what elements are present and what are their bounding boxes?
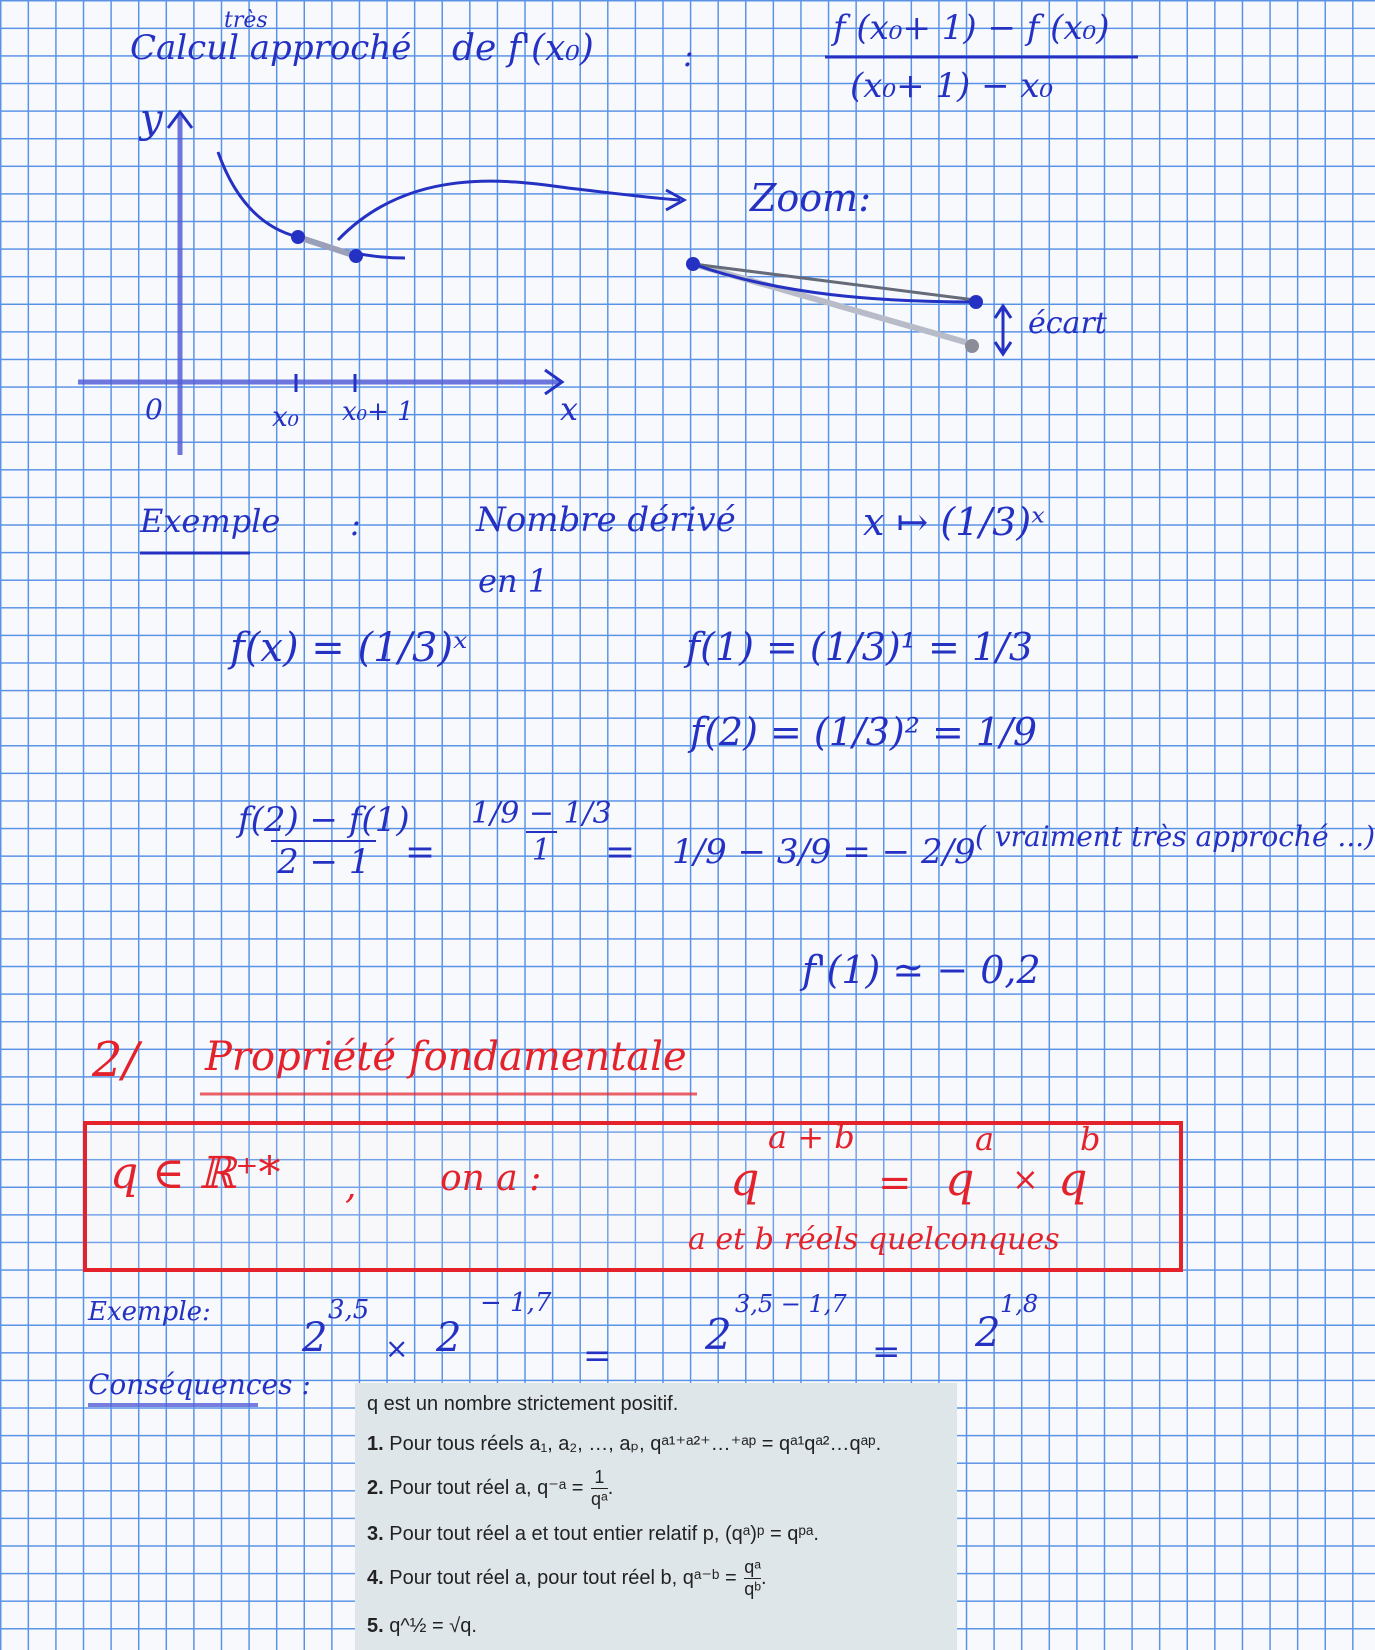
formula-lhs-base: q bbox=[730, 1152, 760, 1206]
printed-item-1 bbox=[367, 1431, 881, 1456]
example2-base-1: 2 bbox=[302, 1315, 328, 1361]
section-number: 2/ bbox=[92, 1032, 139, 1088]
property-domain: q ∈ ℝ⁺* bbox=[110, 1148, 281, 1199]
quotient-denominator: 2 − 1 bbox=[271, 840, 376, 882]
tick-x0-label: x₀ bbox=[272, 400, 300, 433]
point-x0 bbox=[291, 230, 305, 244]
header-fraction-denominator: (x₀+ 1) − x₀ bbox=[850, 66, 1054, 106]
item-4-fraction bbox=[744, 1557, 761, 1600]
item-4-text: Pour tout réel a, pour tout réel b, qᵃ⁻ᵇ = bbox=[389, 1566, 737, 1589]
example2-base-2: 2 bbox=[436, 1315, 462, 1361]
equals-2: = bbox=[605, 832, 636, 873]
example2-equals-2: = bbox=[872, 1332, 901, 1372]
example2-exp-3: 3,5 − 1,7 bbox=[735, 1290, 847, 1318]
f1-computation: f(1) = (1/3)¹ = 1/3 bbox=[686, 625, 1034, 669]
item-4-frac-num: qᵃ bbox=[744, 1557, 761, 1577]
example-en-1: en 1 bbox=[478, 562, 549, 600]
property-on-a: on a : bbox=[440, 1158, 542, 1199]
approx-comment: ( vraiment très approché ...) bbox=[975, 820, 1375, 853]
difference-quotient bbox=[232, 800, 416, 882]
item-4-end: . bbox=[761, 1566, 767, 1589]
ecart-label: écart bbox=[1028, 306, 1107, 341]
header-title: Calcul approché bbox=[130, 28, 412, 68]
printed-item-2 bbox=[367, 1467, 613, 1510]
formula-equals: = bbox=[878, 1160, 912, 1206]
property-note: a et b réels quelconques bbox=[688, 1222, 1060, 1257]
fx-definition: f(x) = (1/3)ˣ bbox=[230, 625, 468, 671]
item-2-frac-den: qᵃ bbox=[591, 1489, 608, 1509]
formula-rhs-exponent-b: b bbox=[1080, 1120, 1101, 1158]
example2-label: Exemple: bbox=[88, 1297, 211, 1327]
zoom-point-end bbox=[969, 295, 983, 309]
item-5-number: 5. bbox=[367, 1615, 384, 1637]
item-2-fraction bbox=[591, 1467, 608, 1510]
middle-numerator: 1/9 − 1/3 bbox=[471, 796, 612, 831]
printed-properties-box bbox=[355, 1383, 957, 1650]
tick-x1-label: x₀+ 1 bbox=[342, 397, 414, 427]
fraction-result: 1/9 − 3/9 = − 2/9 bbox=[672, 832, 976, 872]
example-label: Exemple bbox=[140, 502, 281, 540]
formula-times: × bbox=[1012, 1160, 1039, 1198]
printed-item-5 bbox=[367, 1615, 477, 1638]
zoom-point-secant bbox=[965, 339, 979, 353]
item-1-number: 1. bbox=[367, 1433, 384, 1455]
item-2-number: 2. bbox=[367, 1476, 384, 1499]
section-title: Propriété fondamentale bbox=[205, 1034, 687, 1080]
formula-rhs-base-a: q bbox=[945, 1152, 975, 1206]
item-4-frac-den: qᵇ bbox=[744, 1579, 762, 1599]
zoom-point-start bbox=[686, 257, 700, 271]
item-1-text: Pour tous réels a₁, a₂, …, aₚ, qᵃ¹⁺ᵃ²⁺…⁺ᵃᵖ = qᵃ¹qᵃ²…qᵃᵖ. bbox=[389, 1433, 882, 1455]
derivative-approximation: f'(1) ≃ − 0,2 bbox=[802, 948, 1041, 992]
item-2-text: Pour tout réel a, q⁻ᵃ = bbox=[389, 1476, 584, 1499]
property-comma: , bbox=[345, 1166, 357, 1207]
example2-base-3: 2 bbox=[705, 1310, 732, 1359]
quotient-numerator: f(2) − f(1) bbox=[238, 800, 410, 840]
item-5-text: q^½ = √q. bbox=[389, 1615, 477, 1637]
origin-label: 0 bbox=[145, 393, 163, 426]
item-4-number: 4. bbox=[367, 1566, 384, 1589]
item-2-end: . bbox=[607, 1476, 614, 1499]
formula-rhs-exponent-a: a bbox=[975, 1120, 995, 1158]
example-function: x ↦ (1/3)ˣ bbox=[863, 500, 1045, 544]
example2-equals-1: = bbox=[583, 1336, 612, 1376]
example2-base-4: 2 bbox=[975, 1310, 1001, 1356]
printed-item-4 bbox=[367, 1557, 767, 1600]
example2-exp-1: 3,5 bbox=[328, 1295, 370, 1325]
printed-item-3 bbox=[367, 1523, 819, 1546]
consequences-label: Conséquences : bbox=[88, 1368, 311, 1401]
header-tres: très bbox=[224, 8, 268, 33]
y-axis-label: y bbox=[140, 96, 163, 142]
f2-computation: f(2) = (1/3)² = 1/9 bbox=[690, 710, 1038, 754]
header-fraction-numerator: f (x₀+ 1) − f (x₀) bbox=[833, 8, 1110, 48]
formula-rhs-base-b: q bbox=[1058, 1152, 1088, 1206]
example2-exp-2: − 1,7 bbox=[480, 1288, 552, 1318]
zoom-arrow bbox=[338, 181, 680, 240]
example-text: Nombre dérivé bbox=[476, 500, 736, 540]
item-2-frac-num: 1 bbox=[594, 1467, 605, 1487]
header-derivative: de f'(x₀) bbox=[452, 28, 594, 69]
item-3-number: 3. bbox=[367, 1523, 384, 1545]
item-3-text: Pour tout réel a et tout entier relatif p, (qᵃ)ᵖ = qᵖᵃ. bbox=[389, 1523, 819, 1545]
secant-line bbox=[298, 237, 356, 256]
middle-denominator: 1 bbox=[526, 831, 557, 868]
example-colon: : bbox=[350, 505, 361, 543]
zoom-label: Zoom: bbox=[750, 176, 871, 220]
printed-intro: q est un nombre strictement positif. bbox=[367, 1393, 679, 1415]
formula-lhs-exponent: a + b bbox=[768, 1118, 855, 1156]
middle-fraction bbox=[465, 796, 618, 868]
header-colon: : bbox=[683, 36, 694, 74]
x-axis-label: x bbox=[560, 390, 579, 428]
equals-1: = bbox=[405, 832, 436, 873]
point-x1 bbox=[349, 249, 363, 263]
example2-exp-4: 1,8 bbox=[1000, 1290, 1039, 1318]
example2-times: × bbox=[385, 1332, 409, 1365]
